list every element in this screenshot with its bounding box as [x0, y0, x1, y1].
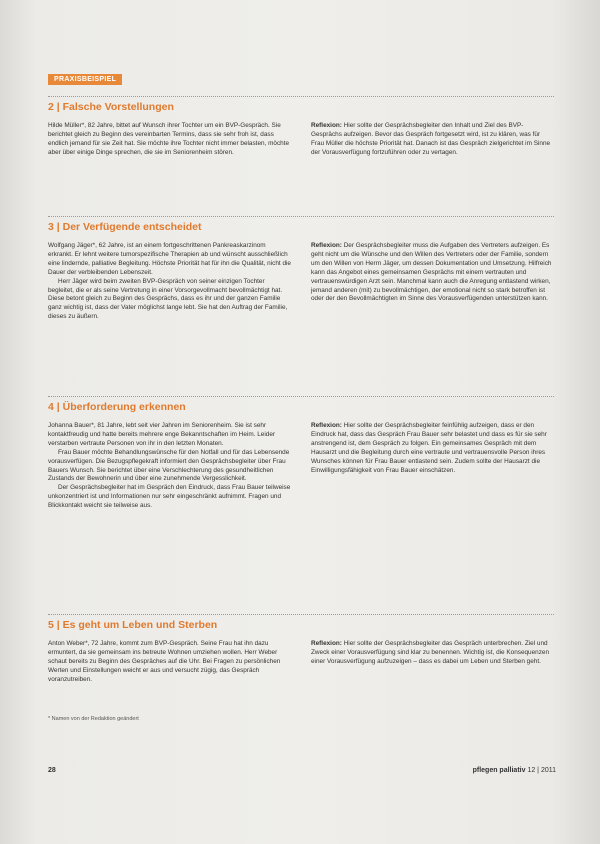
section-heading: 4 | Überforderung erkennen: [48, 401, 186, 413]
case-paragraph: Johanna Bauer*, 81 Jahre, lebt seit vier Jahren im Seniorenheim. Sie ist sehr kontaktfreudig und hatte bereits mehrere enge Bekanntschaften im Heim. Leider verstarben vertraute Personen von ihr in den letzten Monaten.: [48, 422, 275, 447]
case-paragraph: Anton Weber*, 72 Jahre, kommt zum BVP-Gespräch. Seine Frau hat ihn dazu ermuntert, da sie gemeinsam ins betreute Wohnen umziehen wollen. Herr Weber schaut bereits zu Beginn des Gespräches auf die Uhr. Bei Fragen zu persönlichen Werten und Einstellungen weicht er aus und versucht zügig, das Gespräch voranzutreiben.: [48, 640, 281, 683]
reflexion-body: Hier sollte der Gesprächsbegleiter feinfühlig aufzeigen, dass er den Eindruck hat, dass das Gespräch Frau Bauer sehr belastet und dass es für sie sehr anstrengend ist, dem Gespräch zu folgen. Ein gemeinsames Gespräch mit dem Hausarzt und die Begleitung durch eine vertraute und vertrauensvolle Person ihres Wunsches können für Frau Bauer entlastend sein. Zudem sollte der Hausarzt die Einwilligungsfähigkeit von Frau Bauer einschätzen.: [311, 422, 547, 474]
section-divider: [48, 396, 554, 397]
case-section-3: [48, 216, 554, 322]
section-heading: 5 | Es geht um Leben und Sterben: [48, 619, 218, 631]
case-description: [48, 122, 291, 158]
case-section-5: [48, 614, 554, 685]
section-heading: 2 | Falsche Vorstellungen: [48, 101, 174, 113]
case-paragraph: Herr Jäger wird beim zweiten BVP-Gespräch von seiner einzigen Tochter begleitet, die er als seine Vertretung in einer Vorsorgevollmacht bevollmächtigt hat. Diese betont gleich zu Beginn des Gesprächs, dass es ihr und der ganzen Familie ganz wichtig ist, dass der Vater möglichst lange lebt. Sie hat den Auftrag der Familie, dieses zu äußern.: [48, 277, 288, 321]
reflexion-text: [311, 122, 554, 158]
case-paragraph: Frau Bauer möchte Behandlungswünsche für den Notfall und für das Lebensende vorausverfügen. Die Bezugspflegekraft informiert den Gesprächsbegleiter über Frau Bauers Wunsch. Sie berichtet über eine Verschlechterung des gesundheitlichen Zustands der Bewohnerin und über eine zunehmende Vergesslichkeit.: [48, 448, 290, 483]
category-tag: PRAXISBEISPIEL: [48, 74, 122, 85]
reflexion-text: [311, 422, 554, 511]
section-heading: 3 | Der Verfügende entscheidet: [48, 221, 202, 233]
reflexion-body: Hier sollte der Gesprächsbegleiter das Gespräch unterbrechen. Ziel und Zweck einer Vorausverfügung sind klar zu benennen. Wichtig ist, die Konsequenzen einer Vorausverfügung aufzuzeigen – dass es dabei um Leben und Sterben geht.: [311, 640, 550, 665]
page-number: 28: [48, 767, 56, 774]
reflexion-label: Reflexion:: [311, 122, 342, 129]
case-paragraph: Hilde Müller*, 82 Jahre, bittet auf Wunsch ihrer Tochter um ein BVP-Gespräch. Sie berichtet gleich zu Beginn des vereinbarten Termins, dass sie sehr froh ist, dass endlich jemand für sie Zeit hat. Sie möchte ihre Tochter nicht immer belasten, möchte aber über einige Dinge sprechen, die sie im Seniorenheim stören.: [48, 122, 290, 156]
journal-issue: 12 | 2011: [527, 767, 556, 774]
reflexion-body: Der Gesprächsbegleiter muss die Aufgaben des Vertreters aufzeigen. Es geht nicht um die Wünsche und den Willen des Vertreters oder der Familie, sondern um den Willen von Herrn Jäger, um dessen Dokumentation und Umsetzung. Hilfreich kann das Angebot eines gemeinsamen Gesprächs mit einem vertrauten und vertrauenswürdigen Arzt sein. Manchmal kann auch die Anregung entlastend wirken, jemand anderen (mit) zu bevollmächtigen, der emotional nicht so stark betroffen ist oder der den Bevollmächtigten im Sinne des Vorausverfügenden unterstützen kann.: [311, 242, 552, 303]
reflexion-label: Reflexion:: [311, 422, 342, 429]
case-paragraph: Wolfgang Jäger*, 62 Jahre, ist an einem fortgeschrittenen Pankreaskarzinom erkrankt. Er lehnt weitere tumorspezifische Therapien ab und wünscht ausschließlich eine lindernde, palliative Begleitung. Höchste Priorität hat für ihn die Qualität, nicht die Dauer der verbleibenden Lebenszeit.: [48, 242, 291, 276]
section-divider: [48, 216, 554, 217]
case-description: [48, 242, 291, 322]
reflexion-text: [311, 242, 554, 322]
reflexion-label: Reflexion:: [311, 242, 342, 249]
case-description: [48, 640, 291, 685]
reflexion-text: [311, 640, 554, 685]
section-divider: [48, 614, 554, 615]
footnote: * Namen von der Redaktion geändert: [48, 716, 139, 722]
section-divider: [48, 96, 554, 97]
case-section-4: [48, 396, 554, 511]
case-section-2: [48, 96, 554, 158]
case-paragraph: Der Gesprächsbegleiter hat im Gespräch den Eindruck, dass Frau Bauer teilweise unkonzentriert ist und Informationen nur sehr eingeschränkt aufnimmt. Fragen und Blickkontakt weicht sie teilweise aus.: [48, 484, 291, 510]
case-description: [48, 422, 291, 511]
reflexion-body: Hier sollte der Gesprächsbegleiter den Inhalt und Ziel des BVP-Gesprächs aufzeigen. Bevor das Gespräch fortgesetzt wird, ist zu klären, was für Frau Müller die höchste Priorität hat. Danach ist das Gespräch zielgerichtet im Sinne der Vorausverfügung fortzuführen oder zu vertagen.: [311, 122, 551, 156]
journal-footer: [473, 767, 556, 774]
journal-name: pflegen palliativ: [472, 767, 526, 774]
reflexion-label: Reflexion:: [311, 640, 342, 647]
